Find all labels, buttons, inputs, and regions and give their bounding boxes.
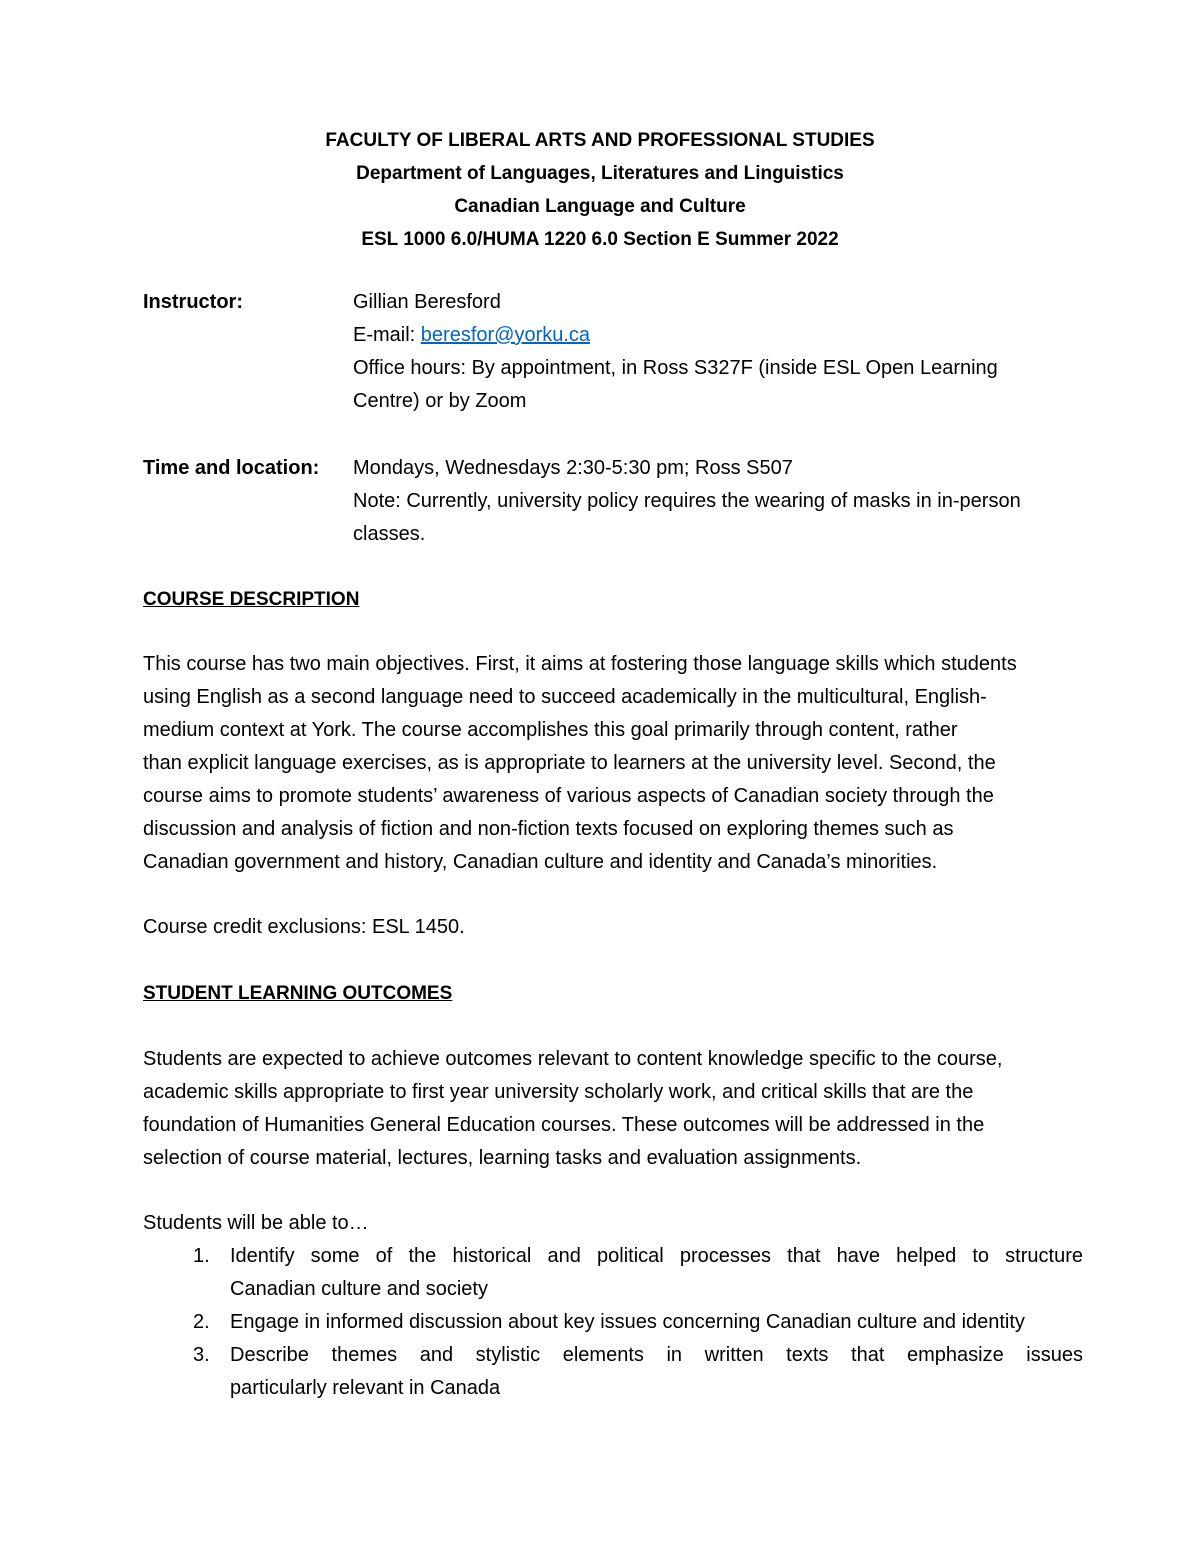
course-code: ESL 1000 6.0/HUMA 1220 6.0 Section E Summer 2022 [361, 229, 839, 250]
list-item [143, 1306, 1083, 1339]
mask-note-line2: classes. [353, 523, 426, 545]
department-title: Department of Languages, Literatures and Linguistics [356, 163, 844, 184]
course-title: Canadian Language and Culture [454, 196, 746, 217]
list-item-line: Describe themes and stylistic elements in written texts that emphasize issues [230, 1344, 1083, 1366]
list-item-line: Engage in informed discussion about key issues concerning Canadian culture and identity [230, 1311, 1025, 1333]
course-description-paragraph [143, 648, 1083, 879]
mask-note-line1: Note: Currently, university policy requires the wearing of masks in in-person [353, 490, 1021, 512]
credit-exclusions: Course credit exclusions: ESL 1450. [143, 916, 465, 938]
paragraph-line: course aims to promote students’ awareness of various aspects of Canadian society through the [143, 785, 994, 807]
learning-outcomes-paragraph [143, 1043, 1083, 1175]
instructor-name: Gillian Beresford [353, 291, 501, 313]
list-number: 3. [193, 1344, 210, 1366]
paragraph-line: using English as a second language need to succeed academically in the multicultural, English- [143, 686, 987, 708]
instructor-label: Instructor: [143, 291, 243, 313]
paragraph-line: academic skills appropriate to first year university scholarly work, and critical skills that are the [143, 1081, 974, 1103]
schedule-line: Mondays, Wednesdays 2:30-5:30 pm; Ross S507 [353, 457, 793, 479]
paragraph-line: Canadian government and history, Canadian culture and identity and Canada’s minorities. [143, 851, 938, 873]
course-description-heading: COURSE DESCRIPTION [143, 589, 360, 610]
email-prefix: E-mail: [353, 324, 421, 346]
instructor-email-line [353, 319, 1083, 352]
learning-outcomes-heading: STUDENT LEARNING OUTCOMES [143, 983, 453, 1004]
time-location-info [353, 452, 1083, 551]
time-location-label: Time and location: [143, 457, 320, 479]
list-item-line: Identify some of the historical and political processes that have helped to structure [230, 1245, 1083, 1267]
paragraph-line: discussion and analysis of fiction and non-fiction texts focused on exploring themes such as [143, 818, 954, 840]
paragraph-line: foundation of Humanities General Education courses. These outcomes will be addressed in the [143, 1114, 985, 1136]
list-item [143, 1339, 1083, 1405]
list-number: 2. [193, 1311, 210, 1333]
list-item [143, 1240, 1083, 1306]
paragraph-line: medium context at York. The course accomplishes this goal primarily through content, rather [143, 719, 958, 741]
faculty-title: FACULTY OF LIBERAL ARTS AND PROFESSIONAL STUDIES [325, 130, 875, 151]
email-link[interactable]: beresfor@yorku.ca [420, 324, 591, 346]
paragraph-line: selection of course material, lectures, learning tasks and evaluation assignments. [143, 1147, 862, 1169]
outcomes-list [143, 1240, 1083, 1405]
list-number: 1. [193, 1245, 210, 1267]
list-item-line: particularly relevant in Canada [230, 1377, 501, 1399]
paragraph-line: than explicit language exercises, as is appropriate to learners at the university level. Second, the [143, 752, 996, 774]
office-hours-line1: Office hours: By appointment, in Ross S327F (inside ESL Open Learning [353, 357, 998, 379]
list-item-line: Canadian culture and society [230, 1278, 488, 1300]
outcomes-intro: Students will be able to… [143, 1212, 369, 1234]
document-header [0, 124, 1200, 256]
paragraph-line: This course has two main objectives. First, it aims at fostering those language skills which students [143, 653, 1017, 675]
instructor-info [353, 286, 1083, 418]
paragraph-line: Students are expected to achieve outcomes relevant to content knowledge specific to the course, [143, 1048, 1003, 1070]
office-hours-line2: Centre) or by Zoom [353, 390, 527, 412]
